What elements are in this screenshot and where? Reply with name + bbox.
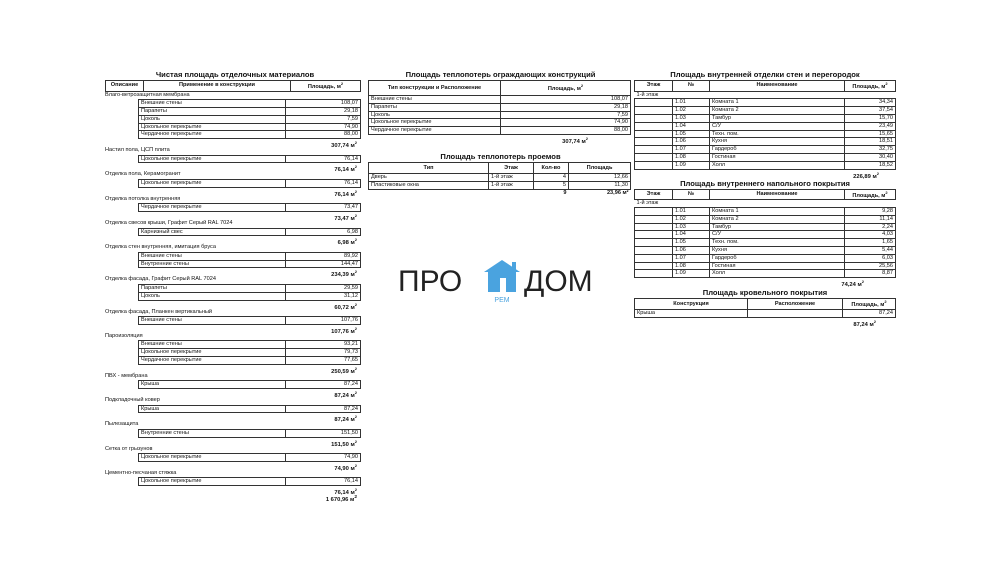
heat-loss-total: 307,74 $м^2$ (562, 135, 588, 145)
col-type: Тип (369, 162, 489, 173)
room-name-cell: Кухня (710, 138, 845, 146)
table-row (139, 204, 361, 212)
group-total: 107,76 $м^2$ (331, 325, 357, 335)
finishing-materials-title: Чистая площадь отделочных материалов (155, 70, 315, 79)
area-cell: 1,65 (845, 239, 896, 247)
room-name-cell: Холл (710, 270, 845, 278)
floor-cell (635, 215, 673, 223)
table-row (139, 454, 361, 462)
table-row (369, 96, 631, 104)
group-total: 76,14 $м^2$ (334, 487, 357, 497)
construction-cell: Парапеты (369, 103, 501, 111)
material-table (138, 380, 361, 389)
construction-cell: Крыша (635, 309, 748, 317)
floor-cell (635, 223, 673, 231)
table-row (139, 381, 361, 389)
material-name: Отделка пола, Керамогранит (105, 171, 181, 178)
application-cell: Внутренние стены (139, 429, 286, 437)
material-name: Цементно-песчаная стяжка (105, 469, 177, 476)
room-name-cell: Холл (710, 161, 845, 169)
table-row (139, 155, 361, 163)
col-construction: Конструкция (635, 299, 748, 310)
application-cell: Внешние стены (139, 317, 286, 325)
table-row (139, 107, 361, 115)
material-table (138, 340, 361, 364)
floor-cell (635, 270, 673, 278)
group-total: 151,50 $м^2$ (331, 438, 357, 448)
floor-cell (635, 122, 673, 130)
material-table (138, 405, 361, 414)
application-cell: Цокольное перекрытие (139, 454, 286, 462)
number-cell: 1.07 (673, 146, 710, 154)
area-cell: 31,12 (286, 292, 361, 300)
material-table (138, 252, 361, 269)
area-cell: 108,07 (501, 96, 631, 104)
location-cell (748, 309, 843, 317)
number-cell: 1.06 (673, 138, 710, 146)
area-cell: 79,73 (286, 349, 361, 357)
floor-cell: 1-й этаж (489, 181, 534, 189)
table-row (139, 349, 361, 357)
col-floor: Этаж (635, 81, 673, 92)
number-cell: 1.04 (673, 231, 710, 239)
group-total: 73,47 $м^2$ (334, 213, 357, 222)
openings-title: Площадь теплопотерь проемов (440, 151, 561, 161)
prodom-logo (398, 258, 598, 304)
room-name-cell: Гостиная (710, 262, 845, 270)
col-description: Описание (106, 81, 144, 92)
material-group (105, 309, 365, 333)
material-name: Сетка от грызунов (105, 445, 153, 452)
construction-cell: Чердачное перекрытие (369, 127, 501, 135)
roof-title: Площадь кровельного покрытия (702, 288, 828, 298)
material-name: Настил пола, ЦСП плита (105, 147, 170, 154)
col-name: Наименование (710, 189, 845, 200)
table-row (139, 123, 361, 131)
group-total: 234,39 $м^2$ (331, 269, 357, 279)
material-group (105, 469, 365, 497)
table-row (139, 100, 361, 108)
number-cell: 1.01 (673, 208, 710, 216)
area-cell: 87,24 (286, 381, 361, 389)
group-total: 74,90 $м^2$ (334, 462, 357, 472)
material-table (138, 179, 361, 188)
col-area: Площадь, $м^2$ (291, 81, 361, 92)
number-cell: 1.03 (673, 115, 710, 123)
area-cell: 107,76 (286, 317, 361, 325)
area-cell: 74,90 (286, 123, 361, 131)
group-total: 87,24 $м^2$ (334, 414, 357, 424)
house-icon (484, 260, 520, 292)
finishing-materials-groups (105, 92, 365, 495)
col-area: Площадь, $м^2$ (843, 299, 896, 310)
room-name-cell: Гардероб (710, 146, 845, 154)
heat-loss-title: Площадь теплопотерь ограждающих конструкций (405, 70, 596, 79)
area-cell: 15,70 (845, 115, 896, 123)
room-name-cell: С/У (710, 231, 845, 239)
table-row (139, 341, 361, 349)
application-cell: Цокольное перекрытие (139, 123, 286, 131)
col-number: № (673, 81, 710, 92)
table-row (139, 131, 361, 139)
material-name: Пылезащита (105, 421, 139, 428)
table-row (369, 119, 631, 127)
material-group (105, 373, 365, 397)
table-row (139, 115, 361, 123)
logo-text-dom: ДОМ (524, 265, 593, 298)
application-cell: Парапеты (139, 107, 286, 115)
construction-cell: Цокольное перекрытие (369, 119, 501, 127)
table-row (635, 247, 896, 255)
application-cell: Цокольное перекрытие (139, 179, 286, 187)
floor-cell (635, 115, 673, 123)
area-cell: 76,14 (286, 179, 361, 187)
table-row (635, 208, 896, 216)
col-floor: Этаж (635, 189, 673, 200)
floor-cell (635, 208, 673, 216)
interior-panel (634, 70, 896, 326)
room-name-cell: Кухня (710, 247, 845, 255)
room-name-cell: Тамбур (710, 223, 845, 231)
walls-table (634, 80, 896, 170)
area-cell: 88,00 (286, 131, 361, 139)
material-table (138, 477, 361, 486)
material-group (105, 276, 365, 311)
table-row (635, 254, 896, 262)
material-table (138, 99, 361, 139)
floors-title: Площадь внутреннего напольного покрытия (680, 178, 850, 188)
grand-total: 1 670,96 $м^2$ (325, 495, 357, 504)
area-cell: 144,47 (286, 260, 361, 268)
room-name-cell: Гардероб (710, 254, 845, 262)
col-floor: Этаж (489, 162, 534, 173)
floor-cell (635, 138, 673, 146)
area-cell: 32,75 (845, 146, 896, 154)
area-cell: 151,50 (286, 429, 361, 437)
application-cell: Цоколь (139, 292, 286, 300)
area-cell: 25,56 (845, 262, 896, 270)
application-cell: Цокольное перекрытие (139, 155, 286, 163)
floors-total: 74,24 $м^2$ (841, 279, 864, 289)
room-name-cell: Комната 1 (710, 99, 845, 107)
table-row (139, 292, 361, 300)
material-table (138, 284, 361, 301)
number-cell: 1.02 (673, 107, 710, 115)
number-cell: 1.09 (673, 161, 710, 169)
number-cell: 1.07 (673, 254, 710, 262)
col-location: Расположение (748, 299, 843, 310)
group-total: 87,24 $м^2$ (334, 390, 357, 399)
openings-total-count: 9 (563, 189, 567, 196)
area-cell: 29,18 (286, 107, 361, 115)
table-row (369, 173, 631, 181)
area-cell: 87,24 (286, 405, 361, 413)
area-cell: 7,59 (286, 115, 361, 123)
material-table (138, 228, 361, 237)
material-table (138, 453, 361, 462)
table-row (139, 260, 361, 268)
floor-cell (635, 231, 673, 239)
table-row (635, 262, 896, 270)
group-total: 60,72 $м^2$ (334, 301, 357, 311)
application-cell: Цокольное перекрытие (139, 478, 286, 486)
col-number: № (673, 189, 710, 200)
number-cell: 1.02 (673, 215, 710, 223)
floor-cell (635, 247, 673, 255)
group-total: 76,14 $м^2$ (334, 164, 357, 174)
application-cell: Чердачное перекрытие (139, 131, 286, 139)
material-group (105, 147, 365, 174)
group-total: 307,74 $м^2$ (331, 140, 357, 150)
application-cell: Парапеты (139, 284, 286, 292)
table-row (369, 127, 631, 135)
group-total: 76,14 $м^2$ (334, 188, 357, 198)
area-cell: 18,52 (845, 161, 896, 169)
type-cell: Дверь (369, 173, 489, 181)
area-cell: 15,65 (845, 130, 896, 138)
area-cell: 77,65 (286, 356, 361, 364)
room-name-cell: Техн. пом. (710, 239, 845, 247)
floor-cell (635, 262, 673, 270)
floor-cell (635, 161, 673, 169)
floor-cell (635, 239, 673, 247)
application-cell: Внешние стены (139, 252, 286, 260)
room-name-cell: Тамбур (710, 115, 845, 123)
number-cell: 1.08 (673, 154, 710, 162)
area-cell: 9,28 (845, 208, 896, 216)
count-cell: 4 (534, 173, 569, 181)
area-cell: 4,03 (845, 231, 896, 239)
table-row (635, 270, 896, 278)
application-cell: Чердачное перекрытие (139, 356, 286, 364)
floor-cell: 1-й этаж (489, 173, 534, 181)
col-area: Площадь, $м^2$ (845, 189, 896, 200)
material-group (105, 446, 365, 470)
openings-table (368, 162, 631, 196)
room-name-cell: Комната 2 (710, 107, 845, 115)
material-name: Пароизоляция (105, 332, 143, 339)
area-cell: 76,14 (286, 478, 361, 486)
area-cell: 34,34 (845, 99, 896, 107)
col-count: Кол-во (534, 162, 569, 173)
table-row (635, 146, 896, 154)
area-cell: 6,98 (286, 228, 361, 236)
material-group (105, 397, 365, 424)
logo-text-pro: ПРО (398, 265, 463, 298)
col-name: Наименование (710, 81, 845, 92)
area-cell: 5,44 (845, 247, 896, 255)
table-row (635, 161, 896, 169)
material-name: Влаго-ветрозащитная мембрана (105, 91, 190, 98)
material-group (105, 333, 365, 373)
material-group (105, 220, 365, 247)
material-group (105, 244, 365, 279)
application-cell: Крыша (139, 405, 286, 413)
material-group (105, 91, 365, 150)
table-row (369, 103, 631, 111)
application-cell: Чердачное перекрытие (139, 204, 286, 212)
room-name-cell: Гостиная (710, 154, 845, 162)
area-cell: 8,87 (845, 270, 896, 278)
number-cell: 1.01 (673, 99, 710, 107)
area-cell: 73,47 (286, 204, 361, 212)
application-cell: Внутренние стены (139, 260, 286, 268)
material-table (138, 155, 361, 164)
room-name-cell: Комната 2 (710, 215, 845, 223)
area-cell: 29,59 (286, 284, 361, 292)
material-name: Отделка стен внутренняя, имитация бруса (105, 244, 216, 251)
area-cell: 12,66 (569, 173, 631, 181)
roof-total: 87,24 $м^2$ (853, 318, 876, 328)
table-row (635, 115, 896, 123)
area-cell: 2,24 (845, 223, 896, 231)
area-cell: 89,92 (286, 252, 361, 260)
logo-subtext: РЕМ (494, 297, 510, 304)
table-row (635, 231, 896, 239)
table-row (635, 99, 896, 107)
material-name: Отделка фасада, Графит Серый RAL 7024 (105, 276, 216, 283)
table-row (139, 356, 361, 364)
area-cell: 93,21 (286, 341, 361, 349)
col-area: Площадь, $м^2$ (501, 81, 631, 96)
application-cell: Цоколь (139, 115, 286, 123)
walls-total: 226,89 $м^2$ (853, 170, 879, 180)
area-cell: 18,51 (845, 138, 896, 146)
number-cell: 1.03 (673, 223, 710, 231)
application-cell: Карнизный свес (139, 228, 286, 236)
walls-title: Площадь внутренней отделки стен и перегородок (670, 70, 860, 79)
floor-cell (635, 130, 673, 138)
floor-cell (635, 146, 673, 154)
material-name: ПВХ - мембрана (105, 372, 148, 379)
area-cell: 7,59 (501, 111, 631, 119)
area-cell: 23,49 (845, 122, 896, 130)
construction-cell: Внешние стены (369, 96, 501, 104)
number-cell: 1.08 (673, 262, 710, 270)
col-construction-type: Тип конструкции и Расположение (369, 81, 501, 96)
number-cell: 1.09 (673, 270, 710, 278)
number-cell: 1.05 (673, 239, 710, 247)
table-row (139, 252, 361, 260)
material-group (105, 171, 365, 198)
area-cell: 11,14 (845, 215, 896, 223)
area-cell: 6,03 (845, 254, 896, 262)
material-name: Отделка фасада, Планкен вертикальный (105, 308, 213, 315)
floors-table (634, 189, 896, 279)
floor-cell (635, 254, 673, 262)
floor-cell (635, 107, 673, 115)
table-row (139, 405, 361, 413)
room-name-cell: Техн. пом. (710, 130, 845, 138)
table-row (635, 223, 896, 231)
table-row (139, 228, 361, 236)
table-row (635, 239, 896, 247)
table-row (139, 478, 361, 486)
application-cell: Крыша (139, 381, 286, 389)
application-cell: Цокольное перекрытие (139, 349, 286, 357)
finishing-materials-panel (105, 70, 365, 502)
finishing-materials-header-table (105, 80, 361, 92)
area-cell: 29,18 (501, 103, 631, 111)
table-row (369, 111, 631, 119)
col-application: Применение в конструкции (144, 81, 291, 92)
area-cell: 11,30 (569, 181, 631, 189)
material-group (105, 196, 365, 220)
material-table (138, 203, 361, 212)
table-row (635, 122, 896, 130)
area-cell: 76,14 (286, 155, 361, 163)
count-cell: 5 (534, 181, 569, 189)
heat-loss-table (368, 80, 631, 135)
table-row (139, 179, 361, 187)
area-cell: 37,54 (845, 107, 896, 115)
table-row (635, 107, 896, 115)
table-row (635, 215, 896, 223)
floor-cell (635, 99, 673, 107)
table-row (139, 317, 361, 325)
area-cell: 74,90 (501, 119, 631, 127)
table-row (635, 130, 896, 138)
area-cell: 74,90 (286, 454, 361, 462)
col-area: Площадь, $м^2$ (845, 81, 896, 92)
material-group (105, 421, 365, 448)
floor-label: 1-й этаж (636, 200, 659, 207)
col-area: Площадь (569, 162, 631, 173)
room-name-cell: С/У (710, 122, 845, 130)
floor-cell (635, 154, 673, 162)
heat-loss-panel (368, 70, 633, 196)
table-row (139, 429, 361, 437)
floor-label: 1-й этаж (636, 91, 659, 98)
construction-cell: Цоколь (369, 111, 501, 119)
application-cell: Внешние стены (139, 341, 286, 349)
group-total: 6,98 $м^2$ (337, 237, 357, 247)
area-cell: 30,40 (845, 154, 896, 162)
number-cell: 1.04 (673, 122, 710, 130)
openings-total-area: 23,96 м² (606, 189, 629, 196)
area-cell: 108,07 (286, 100, 361, 108)
table-row (635, 138, 896, 146)
number-cell: 1.05 (673, 130, 710, 138)
type-cell: Пластиковые окна (369, 181, 489, 189)
material-table (138, 316, 361, 325)
roof-table (634, 298, 896, 317)
application-cell: Внешние стены (139, 100, 286, 108)
number-cell: 1.06 (673, 247, 710, 255)
area-cell: 88,00 (501, 127, 631, 135)
material-table (138, 429, 361, 438)
area-cell: 87,24 (843, 309, 896, 317)
table-row (139, 284, 361, 292)
group-total: 250,59 $м^2$ (331, 365, 357, 375)
table-row (635, 309, 896, 317)
material-name: Подкладочный ковер (105, 397, 160, 403)
material-name: Отделка свесов крыши, Графит Серый RAL 7024 (105, 220, 233, 227)
table-row (369, 181, 631, 189)
room-name-cell: Комната 1 (710, 208, 845, 216)
table-row (635, 154, 896, 162)
material-name: Отделка потолка внутренняя (105, 195, 181, 202)
